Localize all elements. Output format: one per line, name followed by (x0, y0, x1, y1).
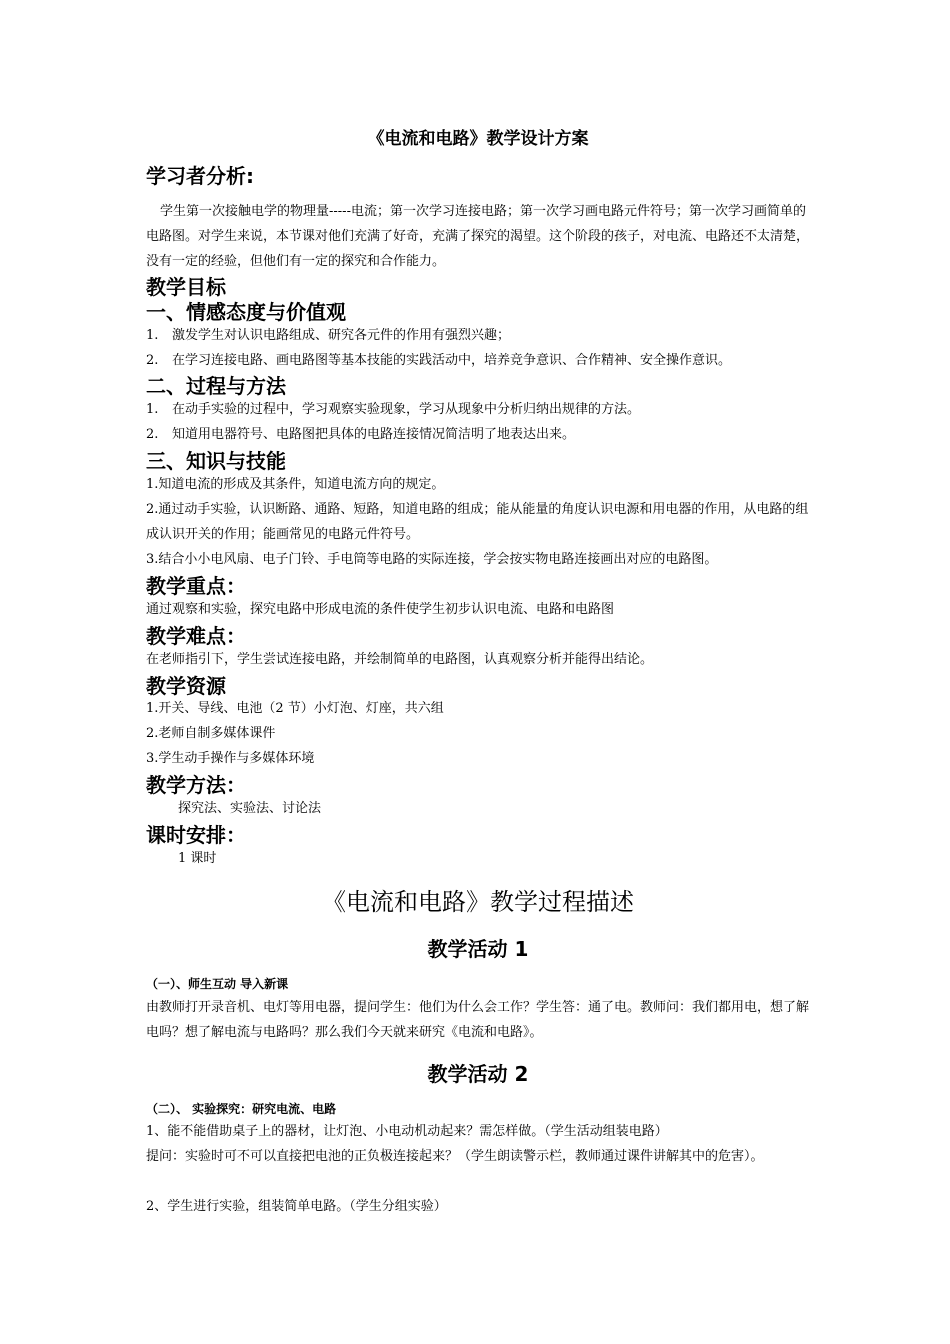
item-text: 激发学生对认识电路组成、研究各元件的作用有强烈兴趣； (172, 328, 511, 343)
activity1-text: 由教师打开录音机、电灯等用电器，提问学生：他们为什么会工作？学生答：通了电。教师问：我们都用电，想了解电吗？想了解电流与电路吗？那么我们今天就来研究《电流和电路》。 (146, 1000, 810, 1040)
activity2-heading: 教学活动 2 (427, 1062, 529, 1086)
goals-s3-item: 3.结合小小电风扇、电子门铃、手电筒等电路的实际连接，学会按实物电路连接画出对应的电路图。 (146, 552, 718, 567)
activity2-subheading: （二）、 实验探究：研究电流、电路 (146, 1102, 337, 1116)
methods-heading: 教学方法： (146, 773, 246, 797)
learner-text: 学生第一次接触电学的物理量-----电流；第一次学习连接电路；第一次学习画电路元件符号；第一次学习画简单的电路图。对学生来说，本节课对他们充满了好奇，充满了探究的渴望。这个阶段的孩子，对电流、电路还不太清楚，没有一定的经验，但他们有一定的探究和合作能力。 (146, 204, 810, 269)
difficulty-heading: 教学难点： (146, 624, 246, 648)
activity2-line: 2、学生进行实验，组装简单电路。（学生分组实验） (146, 1199, 447, 1214)
item-number: 1. (146, 328, 159, 343)
item-text: 在动手实验的过程中，学习观察实验现象，学习从现象中分析归纳出规律的方法。 (172, 402, 641, 417)
item-text: 知道用电器符号、电路图把具体的电路连接情况简洁明了地表达出来。 (172, 427, 576, 442)
item-number: 2. (146, 353, 159, 368)
goals-s1-heading: 一、情感态度与价值观 (146, 300, 346, 324)
goals-s1-item (146, 323, 810, 348)
item-number: 2. (146, 427, 159, 442)
goals-s2-item (146, 397, 810, 422)
learner-heading: 学习者分析: (146, 164, 254, 188)
goals-s2-heading: 二、过程与方法 (146, 374, 286, 398)
activity2-line: 1、能不能借助桌子上的器材，让灯泡、小电动机动起来？需怎样做。（学生活动组装电路） (146, 1124, 668, 1139)
process-title: 《电流和电路》教学过程描述 (322, 888, 634, 916)
item-text: 在学习连接电路、画电路图等基本技能的实践活动中，培养竞争意识、合作精神、安全操作意识。 (172, 353, 732, 368)
resource-item: 2.老师自制多媒体课件 (146, 726, 276, 741)
difficulty-text: 在老师指引下，学生尝试连接电路，并绘制简单的电路图，认真观察分析并能得出结论。 (146, 652, 654, 667)
activity1-subheading: （一）、师生互动 导入新课 (146, 977, 289, 991)
goals-heading: 教学目标 (146, 275, 226, 299)
goals-s1-item (146, 348, 810, 373)
goals-s2-item (146, 422, 810, 447)
goals-s3-item: 2.通过动手实验，认识断路、通路、短路，知道电路的组成；能从能量的角度认识电源和用电器的作用，从电路的组成认识开关的作用；能画常见的电路元件符号。 (146, 502, 809, 542)
activity2-line: 提问：实验时可不可以直接把电池的正负极连接起来？（学生朗读警示栏，教师通过课件讲解其中的危害）。 (146, 1149, 764, 1164)
resources-heading: 教学资源 (146, 674, 226, 698)
goals-s3-item: 1.知道电流的形成及其条件，知道电流方向的规定。 (146, 477, 445, 492)
document-title: 《电流和电路》教学设计方案 (367, 129, 589, 149)
key-heading: 教学重点： (146, 574, 246, 598)
resource-item: 3.学生动手操作与多媒体环境 (146, 751, 315, 766)
key-text: 通过观察和实验，探究电路中形成电流的条件使学生初步认识电流、电路和电路图 (146, 602, 615, 617)
activity1-heading: 教学活动 1 (427, 937, 529, 961)
schedule-heading: 课时安排： (146, 823, 246, 847)
item-number: 1. (146, 402, 159, 417)
resource-item: 1.开关、导线、电池（2 节）小灯泡、灯座，共六组 (146, 701, 444, 716)
goals-s3-heading: 三、知识与技能 (146, 449, 286, 473)
schedule-text: 1 课时 (178, 851, 217, 866)
methods-text: 探究法、实验法、讨论法 (178, 801, 322, 816)
